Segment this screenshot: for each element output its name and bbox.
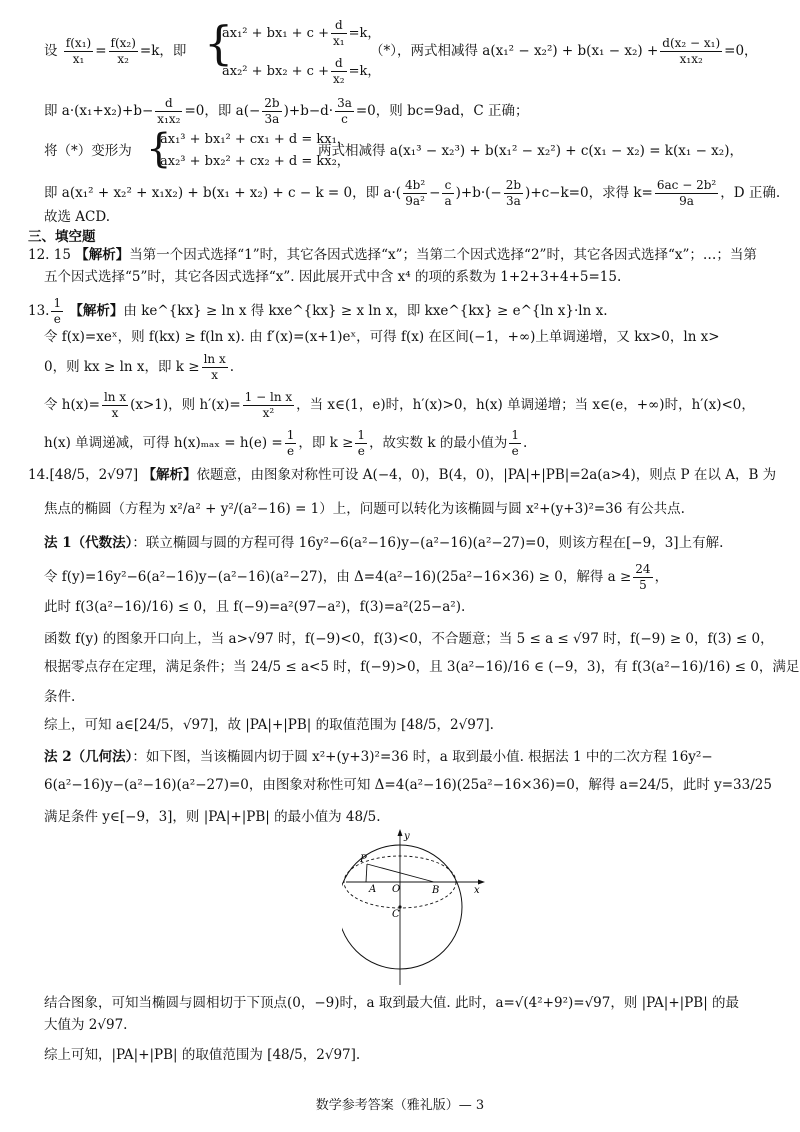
fraction: $\frac{\text{f(x₂)}}{\text{x₂}}$	[110, 36, 136, 66]
line-4: 即 a(x₁² + x₂² + x₁x₂) + b(x₁ + x₂) + c − k = 0，即 a·( $\frac{\text{4b²}}{\text{9a²}}$ − $\frac{c}{a}$ )+b·(− $\frac{2b}{3a}$ )+c−k=0，求得 k= $\frac{\text{6ac − 2b²}}{9a}$ ，D 正确.	[44, 178, 781, 208]
method-1-line-3: 此时 f(3(a²−16)/16) ≤ 0，且 f(−9)=a²(97−a²)，f(3)=a²(25−a²).	[44, 599, 466, 615]
y-axis-arrow	[398, 829, 403, 836]
label-P: P	[360, 854, 367, 865]
q13-line-3: 0，则 kx ≥ ln x，即 k ≥ $\frac{\text{ln x}}{x}$ .	[44, 352, 235, 382]
system-eq-1: ax₁² + bx₁ + c + $\frac{d}{\text{x₁}}$ =k，	[222, 18, 381, 48]
text: =k，即	[139, 43, 187, 59]
method-1-line-4: 函数 f(y) 的图象开口向上，当 a>√97 时，f(−9)<0，f(3)<0，不合题意；当 5 ≤ a ≤ √97 时，f(−9) ≥ 0，f(3) ≤ 0，	[44, 631, 774, 647]
q13-line-4: 令 h(x)= $\frac{\text{ln x}}{x}$ (x>1)，则 h′(x)= $\frac{\text{1 − ln x}}{\text{x²}}$ ，当 x∈(1，e)时，h′(x)>0，h(x) 单调递增；当 x∈(e，+∞)时，h′(x)<0，	[44, 390, 755, 420]
conclusion-line-1: 结合图象，可知当椭圆与圆相切于下顶点(0，−9)时，a 取到最大值. 此时，a=√(4²+9²)=√97，则 |PA|+|PB| 的最	[44, 995, 740, 1011]
method-1-line-7: 综上，可知 a∈[24/5，√97]，故 |PA|+|PB| 的取值范围为 [48/5，2√97].	[44, 717, 494, 733]
section-heading: 三、填空题	[28, 229, 96, 245]
line-3-cont: 两式相减得 a(x₁³ − x₂³) + b(x₁² − x₂²) + c(x₁ − x₂) = k(x₁ − x₂)，	[318, 143, 743, 159]
label-x: x	[474, 885, 480, 896]
page-footer: 数学参考答案（雅礼版）— 3	[315, 1098, 485, 1113]
q12-line-1: 12. 15 【解析】当第一个因式选择“1”时，其它各因式选择“x”；当第二个因式选择“2”时，其它各因式选择“x”；…；当第	[28, 247, 757, 263]
x-axis-arrow	[478, 880, 485, 885]
label-A: A	[369, 884, 377, 895]
q14-line-2: 焦点的椭圆（方程为 x²/a² + y²/(a²−16) = 1）上，问题可以转化为该椭圆与圆 x²+(y+3)²=36 有公共点.	[44, 501, 685, 517]
line-1-cont: （*），两式相减得 a(x₁² − x₂²) + b(x₁ − x₂) + $\frac{\text{d(x₂ − x₁)}}{\text{x₁x₂}}$ =0，	[370, 36, 758, 66]
conclusion-line-2: 大值为 2√97.	[44, 1017, 128, 1033]
line-3: 将（*）变形为	[44, 143, 132, 159]
label-y: y	[404, 831, 410, 842]
conclusion-line-3: 综上可知，|PA|+|PB| 的取值范围为 [48/5，2√97].	[44, 1047, 361, 1063]
system-eq-2: ax₂² + bx₂ + c + $\frac{d}{\text{x₂}}$ =k，	[222, 56, 381, 86]
method-1-line-1: 法 1（代数法）：联立椭圆与圆的方程可得 16y²−6(a²−16)y−(a²−16)(a²−27)=0，则该方程在[−9，3]上有解.	[44, 535, 724, 551]
text: 设	[44, 43, 58, 59]
system-eq-4: ax₂³ + bx₂² + cx₂ + d = kx₂，	[160, 154, 350, 169]
method-2-line-1: 法 2（几何法）：如下图，当该椭圆内切于圆 x²+(y+3)²=36 时，a 取到最小值. 根据法 1 中的二次方程 16y²−	[44, 749, 713, 765]
q13-line-1: 13. $\frac{1}{e}$ 【解析】由 ke^{kx} ≥ ln x 得 kxe^{kx} ≥ x ln x，即 kxe^{kx} ≥ e^{ln x}·ln x.	[28, 296, 608, 326]
method-2-line-3: 满足条件 y∈[−9，3]，则 |PA|+|PB| 的最小值为 48/5.	[44, 809, 381, 825]
fraction: $\frac{\text{f(x₁)}}{\text{x₁}}$	[65, 36, 92, 66]
line-5: 故选 ACD.	[44, 209, 111, 225]
segment-PA	[366, 864, 367, 882]
label-B: B	[432, 885, 440, 896]
label-C: C	[392, 909, 400, 920]
segment-PB	[367, 864, 434, 882]
method-1-line-2: 令 f(y)=16y²−6(a²−16)y−(a²−16)(a²−27)，由 Δ=4(a²−16)(25a²−16×36) ≥ 0，解得 a ≥ $\frac{24}{5}$ ，	[44, 562, 669, 592]
line-1: 设 $\frac{\text{f(x₁)}}{\text{x₁}}$ = $\frac{\text{f(x₂)}}{\text{x₂}}$ =k，即	[44, 36, 187, 66]
q13-line-2: 令 f(x)=xeˣ，则 f(kx) ≥ f(ln x). 由 f′(x)=(x+1)eˣ，可得 f(x) 在区间(−1，+∞)上单调递增，又 kx>0，ln x>	[44, 329, 720, 345]
method-2-line-2: 6(a²−16)y−(a²−16)(a²−27)=0，由图象对称性可知 Δ=4(a²−16)(25a²−16×36)=0，解得 a=24/5，此时 y=33/25	[44, 777, 772, 793]
q12-line-2: 五个因式选择“5”时，其它各因式选择“x”. 因此展开式中含 x⁴ 的项的系数为 1+2+3+4+5=15.	[44, 269, 622, 285]
method-1-line-6: 条件.	[44, 689, 76, 705]
system-brace-2: {	[146, 126, 172, 172]
system-eq-3: ax₁³ + bx₁² + cx₁ + d = kx₁，	[160, 132, 350, 147]
ellipse-circle-figure	[342, 827, 488, 987]
line-2: 即 a·(x₁+x₂)+b− $\frac{d}{\text{x₁x₂}}$ =0，即 a(− $\frac{2b}{3a}$ )+b−d· $\frac{3a}{c}$ =0，则 bc=9ad，C 正确；	[44, 96, 529, 126]
q13-line-5: h(x) 单调递减，可得 h(x)ₘₐₓ = h(e) = $\frac{1}{e}$ ，即 k ≥ $\frac{1}{e}$ ，故实数 k 的最小值为 $\frac{1}{e}$ .	[44, 428, 528, 458]
system-brace: {	[204, 16, 234, 70]
label-O: O	[392, 884, 401, 895]
q14-line-1: 14.[48/5，2√97] 【解析】依题意，由图象对称性可设 A(−4，0)，B(4，0)，|PA|+|PB|=2a(a>4)，则点 P 在以 A，B 为	[28, 467, 777, 483]
method-1-line-5: 根据零点存在定理，满足条件；当 24/5 ≤ a<5 时，f(−9)>0，且 3(a²−16)/16 ∈ (−9，3)，有 f(3(a²−16)/16) ≤ 0，满足	[44, 659, 800, 675]
